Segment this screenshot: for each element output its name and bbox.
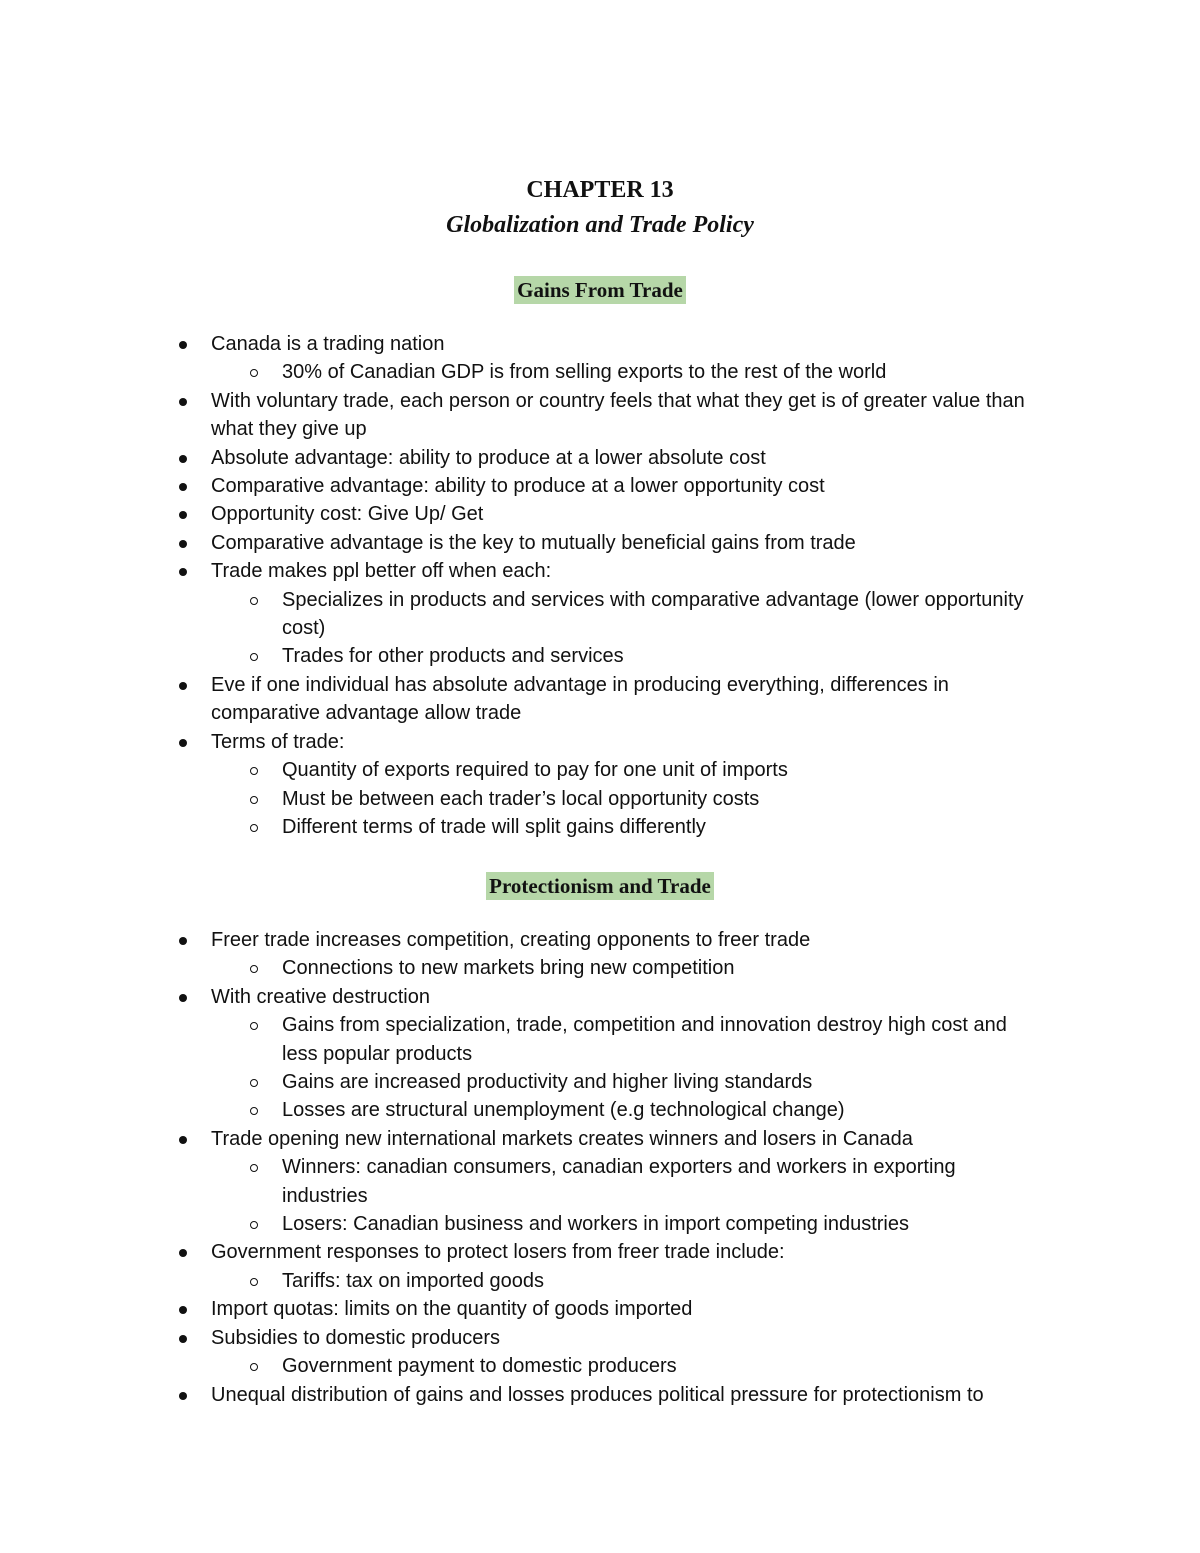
list-item: Gains from specialization, trade, competition and innovation destroy high cost and less popular products [0, 1011, 1042, 1068]
list-item: Trades for other products and services [0, 642, 1042, 670]
protectionism-bullet-list [0, 926, 1200, 1409]
list-item: 30% of Canadian GDP is from selling exports to the rest of the world [0, 358, 1042, 386]
list-item: Trade makes ppl better off when each: [0, 557, 1061, 585]
list-item: Losses are structural unemployment (e.g technological change) [0, 1096, 1042, 1124]
section-heading-label: Gains From Trade [514, 276, 686, 304]
section-heading-gains [0, 276, 1200, 304]
list-item: Absolute advantage: ability to produce at a lower absolute cost [0, 444, 1061, 472]
list-item: Losers: Canadian business and workers in import competing industries [0, 1210, 1042, 1238]
list-item: Gains are increased productivity and higher living standards [0, 1068, 1042, 1096]
list-item: Connections to new markets bring new competition [0, 954, 1042, 982]
section-heading-label: Protectionism and Trade [486, 872, 714, 900]
list-item: Import quotas: limits on the quantity of goods imported [0, 1295, 1061, 1323]
list-item: Eve if one individual has absolute advantage in producing everything, differences in comparative advantage allow trade [0, 671, 1061, 728]
list-item: With voluntary trade, each person or country feels that what they get is of greater value than what they give up [0, 387, 1061, 444]
list-item: Canada is a trading nation [0, 330, 1061, 358]
list-item: Different terms of trade will split gains differently [0, 813, 1042, 841]
chapter-subtitle: Globalization and Trade Policy [446, 212, 754, 238]
list-item: Government payment to domestic producers [0, 1352, 1042, 1380]
list-item: Terms of trade: [0, 728, 1061, 756]
list-item: Specializes in products and services with comparative advantage (lower opportunity cost) [0, 586, 1042, 643]
section-heading-protectionism [0, 872, 1200, 900]
list-item: Government responses to protect losers from freer trade include: [0, 1238, 1061, 1266]
chapter-title: CHAPTER 13 [526, 177, 674, 203]
list-item: With creative destruction [0, 983, 1061, 1011]
list-item: Freer trade increases competition, creating opponents to freer trade [0, 926, 1061, 954]
list-item: Comparative advantage: ability to produce at a lower opportunity cost [0, 472, 1061, 500]
gains-bullet-list [0, 330, 1200, 841]
list-item: Trade opening new international markets creates winners and losers in Canada [0, 1125, 1061, 1153]
list-item: Unequal distribution of gains and losses produces political pressure for protectionism to [0, 1381, 1061, 1409]
list-item: Tariffs: tax on imported goods [0, 1267, 1042, 1295]
list-item: Must be between each trader’s local opportunity costs [0, 785, 1042, 813]
list-item: Subsidies to domestic producers [0, 1324, 1061, 1352]
list-item: Winners: canadian consumers, canadian exporters and workers in exporting industries [0, 1153, 1042, 1210]
list-item: Opportunity cost: Give Up/ Get [0, 500, 1061, 528]
list-item: Quantity of exports required to pay for one unit of imports [0, 756, 1042, 784]
list-item: Comparative advantage is the key to mutually beneficial gains from trade [0, 529, 1061, 557]
